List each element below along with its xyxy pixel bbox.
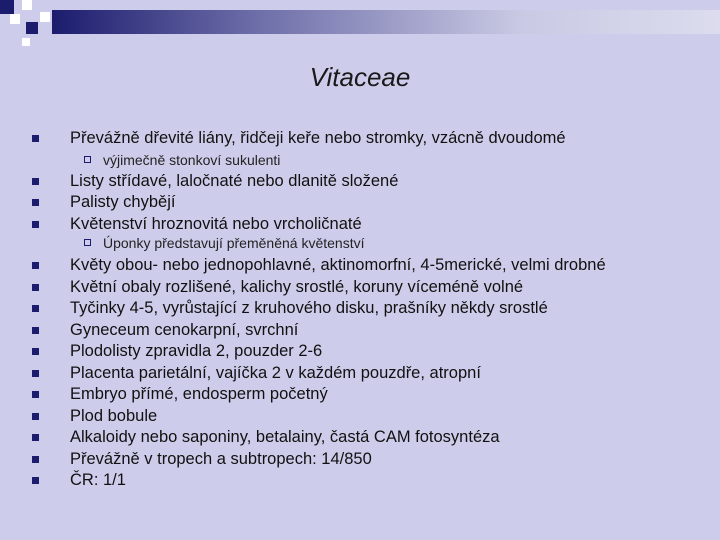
square-bullet-icon <box>32 262 39 269</box>
square-bullet-icon <box>32 199 39 206</box>
hollow-square-bullet-icon <box>84 156 91 163</box>
list-item-text: Květy obou- nebo jednopohlavné, aktinomorfní, 4-5merické, velmi drobné <box>70 256 606 274</box>
square-bullet-icon <box>32 178 39 185</box>
list-item-text: Květní obaly rozlišené, kalichy srostlé, koruny víceméně volné <box>70 278 524 296</box>
square-bullet-icon <box>32 477 39 484</box>
list-item-text: Převážně dřevité liány, řidčeji keře nebo stromky, vzácně dvoudomé <box>70 129 566 147</box>
square-bullet-icon <box>32 305 39 312</box>
list-item-text: Tyčinky 4-5, vyrůstající z kruhového disku, prašníky někdy srostlé <box>70 299 548 317</box>
list-item-text: výjimečně stonkoví sukulenti <box>103 152 281 168</box>
square-bullet-icon <box>32 327 39 334</box>
list-item-text: Embryo přímé, endosperm početný <box>70 385 328 403</box>
hollow-square-bullet-icon <box>84 239 91 246</box>
list-item-text: Převážně v tropech a subtropech: 14/850 <box>70 450 372 468</box>
list-item-text: Gyneceum cenokarpní, svrchní <box>70 321 299 339</box>
list-item-text: ČR: 1/1 <box>70 471 126 489</box>
list-item-text: Listy střídavé, laločnaté nebo dlanitě složené <box>70 172 399 190</box>
square-bullet-icon <box>32 348 39 355</box>
square-bullet-icon <box>32 135 39 142</box>
square-bullet-icon <box>32 221 39 228</box>
square-bullet-icon <box>32 456 39 463</box>
list-item-text: Úponky představují přeměněná květenství <box>103 235 365 251</box>
header-gradient-band <box>52 10 720 34</box>
square-bullet-icon <box>32 391 39 398</box>
square-bullet-icon <box>32 284 39 291</box>
square-bullet-icon <box>32 434 39 441</box>
list-item-text: Alkaloidy nebo saponiny, betalainy, častá CAM fotosyntéza <box>70 428 500 446</box>
slide-title: Vitaceae <box>309 62 411 92</box>
list-item-text: Placenta parietální, vajíčka 2 v každém pouzdře, atropní <box>70 364 481 382</box>
list-item-text: Palisty chybějí <box>70 193 176 211</box>
square-bullet-icon <box>32 370 39 377</box>
list-item-text: Plodolisty zpravidla 2, pouzder 2-6 <box>70 342 323 360</box>
list-item-text: Plod bobule <box>70 407 158 425</box>
square-bullet-icon <box>32 413 39 420</box>
list-item-text: Květenství hroznovitá nebo vrcholičnaté <box>70 215 362 233</box>
